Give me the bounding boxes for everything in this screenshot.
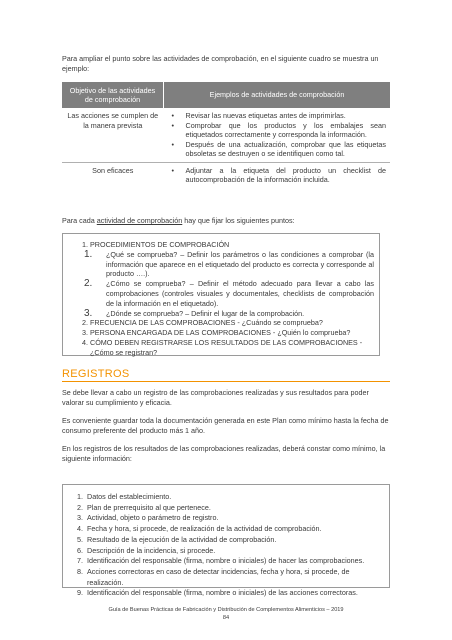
info-text: Descripción de la incidencia, si procede. xyxy=(87,545,216,555)
text-fragment: hay que fijar los siguientes puntos: xyxy=(182,216,295,225)
point-text: CÓMO DEBEN REGISTRARSE LOS RESULTADOS DE LAS COMPROBACIONES - ¿Cómo se registran? xyxy=(90,337,363,357)
point-number: 4. xyxy=(82,337,88,347)
point-number: 2. xyxy=(82,318,88,328)
registros-paragraph: Es conveniente guardar toda la documentación generada en este Plan como mínimo hasta la fecha de consumo preferente del producto más 1 año. xyxy=(62,416,389,435)
table-row xyxy=(62,162,390,188)
subpoint-item xyxy=(68,279,374,308)
example-item: • Revisar las nuevas etiquetas antes de imprimirlas. xyxy=(186,111,387,121)
info-number: 2. xyxy=(77,502,83,512)
point-item xyxy=(68,318,374,328)
point-text: FRECUENCIA DE LAS COMPROBACIONES - ¿Cuándo se comprueba? xyxy=(90,318,323,328)
points-box xyxy=(62,233,380,356)
table-row xyxy=(62,108,390,162)
example-item: • Adjuntar a la etiqueta del producto un checklist de autocomprobación de la información incluida. xyxy=(186,166,387,185)
table-cell-examples xyxy=(164,162,391,188)
subpoint-item xyxy=(68,309,374,319)
info-text: Identificación del responsable (firma, nombre o iniciales) de hacer las comprobaciones. xyxy=(87,556,365,566)
info-number: 7. xyxy=(77,556,83,566)
registros-paragraph: En los registros de los resultados de las comprobaciones realizadas, deberá constar como mínimo, la siguiente información: xyxy=(62,444,386,463)
table-cell-objective: Son eficaces xyxy=(92,165,134,175)
subpoint-number: 1. xyxy=(84,248,93,260)
subpoint-text: ¿Dónde se comprueba? – Definir el lugar de la comprobación. xyxy=(106,308,305,318)
subpoint-item xyxy=(68,250,374,279)
point-item xyxy=(68,338,374,358)
info-text: Acciones correctoras en caso de detectar incidencias, fecha y hora, si procede, de realización. xyxy=(87,566,350,587)
info-number: 8. xyxy=(77,566,83,576)
subpoint-text: ¿Qué se comprueba? – Definir los parámetros o las condiciones a comprobar (la información que aparece en el etiquetado del producto es correcta y corresponde al producto ….). xyxy=(106,249,374,279)
info-text: Fecha y hora, si procede, de realización de la actividad de comprobación. xyxy=(87,524,322,534)
info-list-item xyxy=(69,546,383,557)
info-list-item xyxy=(69,556,383,567)
example-item: • Comprobar que los productos y los embalajes sean etiquetados correctamente y corresponda la información. xyxy=(186,121,387,140)
info-list-item xyxy=(69,567,383,588)
info-list-box xyxy=(62,484,390,598)
section-divider xyxy=(62,381,390,382)
info-number: 4. xyxy=(77,524,83,534)
point-number: 3. xyxy=(82,328,88,338)
info-list-item xyxy=(69,524,383,535)
info-number: 1. xyxy=(77,492,83,501)
table-cell-examples xyxy=(164,108,391,162)
table-header-examples: Ejemplos de actividades de comprobación xyxy=(164,82,391,108)
info-list-item xyxy=(69,513,383,524)
text-fragment: Para cada xyxy=(62,216,97,225)
registros-paragraph: Se debe llevar a cabo un registro de las comprobaciones realizadas y sus resultados para poder valorar su cumplimiento y eficacia. xyxy=(62,388,369,407)
info-number: 3. xyxy=(77,513,83,523)
point-text: PERSONA ENCARGADA DE LAS COMPROBACIONES - ¿Quién lo comprueba? xyxy=(90,328,351,338)
info-number: 9. xyxy=(77,588,83,598)
table-cell-objective: Las acciones se cumplen de la manera prevista xyxy=(62,108,164,162)
info-list-item xyxy=(69,535,383,546)
verification-table xyxy=(62,82,390,188)
point-item xyxy=(68,240,374,318)
point-item xyxy=(68,328,374,338)
info-list-item xyxy=(69,492,383,503)
subpoint-number: 3. xyxy=(84,307,93,319)
points-intro-paragraph xyxy=(62,216,295,226)
page-footer xyxy=(62,606,390,622)
info-text: Datos del establecimiento. xyxy=(87,492,172,501)
footer-title: Guía de Buenas Prácticas de Fabricación y Distribución de Complementos Alimenticios – 2019 xyxy=(108,607,344,613)
subpoint-text: ¿Cómo se comprueba? – Definir el método adecuado para llevar a cabo las comprobaciones (controles visuales y documentales, checklists de comprobación de la información en el etiquetado). xyxy=(106,279,374,308)
activity-link: actividad de comprobación xyxy=(96,216,183,225)
info-text: Plan de prerrequisito al que pertenece. xyxy=(87,502,211,512)
table-header-objective: Objetivo de las actividades de comprobación xyxy=(62,82,164,108)
point-number: 1. xyxy=(82,240,88,249)
info-list-item xyxy=(69,503,383,514)
info-text: Actividad, objeto o parámetro de registro. xyxy=(87,513,219,523)
info-text: Resultado de la ejecución de la actividad de comprobación. xyxy=(87,534,277,544)
info-number: 6. xyxy=(77,545,83,555)
example-item: • Después de una actualización, comprobar que las etiquetas obsoletas se destruyen o se identifiquen como tal. xyxy=(186,140,387,159)
info-text: Identificación del responsable (firma, nombre o iniciales) de las acciones correctoras. xyxy=(87,588,358,598)
info-list-item xyxy=(69,588,383,599)
intro-paragraph: Para ampliar el punto sobre las actividades de comprobación, en el siguiente cuadro se muestra un ejemplo: xyxy=(62,54,379,73)
section-title-registros: REGISTROS xyxy=(62,368,130,380)
point-text: PROCEDIMIENTOS DE COMPROBACIÓN xyxy=(90,240,230,249)
info-number: 5. xyxy=(77,534,83,544)
subpoint-number: 2. xyxy=(84,278,93,290)
page-number: 84 xyxy=(222,615,230,621)
